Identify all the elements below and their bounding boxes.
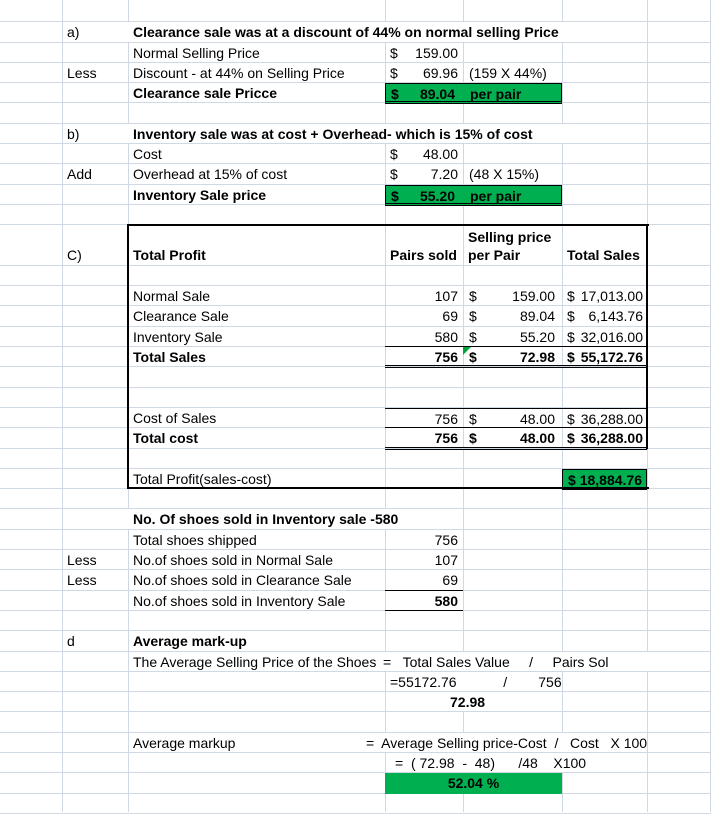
cell-value: 69.96	[422, 64, 458, 81]
markup-substitution[interactable]: = ( 72.98 - 48) /48 X100	[395, 753, 643, 772]
cell-flag-icon	[463, 347, 471, 355]
cell-C15[interactable]: Clearance Sale	[133, 308, 229, 325]
currency-symbol: $	[567, 288, 575, 305]
currency-symbol: $	[390, 146, 398, 163]
cell-E20[interactable]	[463, 408, 562, 428]
sheet-row	[0, 124, 711, 144]
table-header-pairs-sold[interactable]: Pairs sold	[390, 246, 457, 263]
cell-F17[interactable]	[562, 347, 647, 368]
cell-value: 55.20	[519, 328, 555, 345]
sheet-row	[0, 286, 711, 306]
cell-C16[interactable]: Inventory Sale	[133, 328, 223, 345]
cell-E21[interactable]	[463, 428, 562, 449]
sheet-row	[0, 205, 711, 225]
cell-value: 55.20	[419, 187, 455, 204]
sheet-row	[0, 367, 711, 387]
cell-value: 36,288.00	[580, 430, 643, 447]
currency-symbol: $	[568, 471, 576, 488]
cell-D26[interactable]: 756	[434, 531, 458, 548]
currency-symbol: $	[567, 328, 575, 345]
cell-C9[interactable]: Overhead at 15% of cost	[133, 166, 288, 183]
markup-formula[interactable]: = Average Selling price-Cost / Cost X 100	[366, 734, 648, 751]
sheet-row	[0, 266, 711, 286]
currency-symbol: $	[469, 410, 477, 427]
label-d[interactable]: d	[67, 633, 75, 650]
discount-cell[interactable]	[385, 63, 463, 82]
sheet-row	[0, 63, 711, 83]
cell-E16[interactable]	[463, 327, 562, 347]
currency-symbol: $	[567, 430, 575, 447]
currency-symbol: $	[390, 64, 398, 81]
cell-E17[interactable]	[463, 347, 562, 368]
cell-C32[interactable]: The Average Selling Price of the Shoes	[133, 653, 377, 670]
label-c[interactable]: C)	[67, 246, 82, 263]
cell-D16[interactable]: 580	[385, 327, 463, 347]
cell-C23[interactable]: Total Profit(sales-cost)	[133, 470, 272, 487]
sheet-row	[0, 773, 711, 793]
label-b[interactable]: b)	[67, 125, 80, 142]
avg-price-result[interactable]: 72.98	[445, 692, 505, 711]
sheet-row	[0, 449, 711, 469]
section-b-title[interactable]: Inventory sale was at cost + Overhead- which is 15% of cost	[128, 124, 647, 143]
avg-price-formula[interactable]: = Total Sales Value / Pairs Sol	[383, 652, 708, 671]
sheet-row	[0, 712, 711, 732]
currency-symbol: $	[469, 430, 477, 447]
normal-selling-price-cell[interactable]	[385, 43, 463, 62]
cell-value: 6,143.76	[588, 308, 643, 325]
cell-F20[interactable]	[562, 408, 647, 428]
sheet-row	[0, 43, 711, 63]
sheet-row	[0, 103, 711, 123]
inventory-sale-price-cell[interactable]	[385, 185, 562, 206]
section-a-title[interactable]: Clearance sale was at a discount of 44% on normal selling Price	[128, 22, 647, 41]
cell-F15[interactable]	[562, 306, 647, 325]
cell-B9[interactable]: Add	[67, 166, 92, 183]
cell-value: 72.98	[519, 349, 555, 366]
cell-D14[interactable]: 107	[434, 288, 458, 305]
cell-C3[interactable]: Normal Selling Price	[133, 44, 260, 61]
cell-value: per pair	[470, 187, 522, 204]
cell-value: 48.00	[519, 430, 555, 447]
cell-value: 18,884.76	[579, 471, 642, 488]
currency-symbol: $	[469, 328, 477, 345]
currency-symbol: $	[567, 410, 575, 427]
sheet-row	[0, 794, 711, 814]
currency-symbol: $	[391, 86, 399, 103]
sheet-row	[0, 347, 711, 367]
header-line: per Pair	[468, 246, 521, 263]
cell-B28[interactable]: Less	[67, 572, 97, 589]
sheet-row	[0, 144, 711, 164]
cell-F21[interactable]	[562, 428, 647, 449]
cell-C20[interactable]: Cost of Sales	[133, 409, 217, 426]
markup-result-cell[interactable]: 52.04 %	[385, 773, 562, 793]
cell-D20[interactable]: 756	[385, 408, 463, 428]
currency-symbol: $	[469, 288, 477, 305]
cell-B27[interactable]: Less	[67, 552, 97, 569]
cell-D15[interactable]: 69	[442, 308, 458, 325]
currency-symbol: $	[567, 349, 575, 366]
cell-value: per pair	[470, 86, 522, 103]
cell-D28[interactable]: 69	[385, 570, 463, 590]
table-border-left	[127, 224, 129, 489]
cell-C29[interactable]: No.of shoes sold in Inventory Sale	[133, 592, 346, 609]
cell-C36[interactable]: Average markup	[133, 734, 236, 751]
sheet-row	[0, 611, 711, 631]
cell-value: 55,172.76	[580, 349, 643, 366]
section-d-title[interactable]: Average mark-up	[133, 633, 247, 650]
cell-value: 159.00	[415, 44, 458, 61]
cell-value: 36,288.00	[580, 410, 643, 427]
sheet-row	[0, 570, 711, 590]
sheet-row	[0, 164, 711, 184]
cell-C17[interactable]: Total Sales	[133, 349, 206, 366]
overhead-note[interactable]: (48 X 15%)	[469, 166, 540, 183]
sheet-row	[0, 225, 711, 266]
cell-C21[interactable]: Total cost	[133, 430, 199, 447]
cell-C5[interactable]: Clearance sale Pricce	[133, 85, 277, 102]
cell-value: 17,013.00	[580, 288, 643, 305]
table-border-bottom	[127, 487, 649, 489]
currency-symbol: $	[390, 166, 398, 183]
sheet-row	[0, 388, 711, 408]
sheet-row	[0, 591, 711, 611]
sheet-row	[0, 327, 711, 347]
sheet-row	[0, 509, 711, 529]
table-border-right	[646, 224, 648, 449]
sheet-row	[0, 428, 711, 448]
cell-value: 32,016.00	[580, 328, 643, 345]
sheet-row	[0, 22, 711, 42]
sheet-row	[0, 306, 711, 326]
cell-B4[interactable]: Less	[67, 64, 97, 81]
table-border-top	[127, 224, 649, 226]
table-header-total-profit[interactable]: Total Profit	[133, 246, 206, 263]
cell-value: 48.00	[519, 410, 555, 427]
cell-value: 89.04	[519, 308, 555, 325]
cell-D17[interactable]: 756	[385, 347, 463, 368]
cell-D29[interactable]: 580	[385, 591, 463, 611]
cell-F14[interactable]	[562, 286, 647, 305]
sheet-row	[0, 672, 711, 692]
currency-symbol: $	[390, 44, 398, 61]
cell-E15[interactable]	[463, 306, 562, 325]
sheet-row	[0, 733, 711, 753]
sheet-row	[0, 550, 711, 570]
discount-note[interactable]: (159 X 44%)	[469, 64, 547, 81]
label-a[interactable]: a)	[67, 24, 80, 41]
cell-D21[interactable]: 756	[385, 428, 463, 449]
sheet-row	[0, 185, 711, 205]
cell-C4[interactable]: Discount - at 44% on Selling Price	[133, 64, 345, 81]
cost-cell[interactable]	[385, 144, 463, 163]
sheet-row	[0, 631, 711, 651]
clearance-sale-price-cell[interactable]	[385, 83, 562, 104]
cell-C8[interactable]: Cost	[133, 146, 162, 163]
cell-E14[interactable]	[463, 286, 562, 305]
shoes-section-title[interactable]: No. Of shoes sold in Inventory sale -580	[128, 509, 463, 528]
header-line: Selling price	[468, 228, 552, 245]
avg-price-substitution[interactable]: =55172.76 / 756	[390, 673, 562, 690]
cell-C14[interactable]: Normal Sale	[133, 288, 211, 305]
cell-D27[interactable]: 107	[434, 552, 458, 569]
overhead-cell[interactable]	[385, 164, 463, 183]
cell-C28[interactable]: No.of shoes sold in Clearance Sale	[133, 572, 352, 589]
sheet-row	[0, 692, 711, 712]
currency-symbol: $	[567, 308, 575, 325]
sheet-row	[0, 408, 711, 428]
currency-symbol: $	[469, 349, 477, 366]
currency-symbol: $	[391, 187, 399, 204]
sheet-row	[0, 83, 711, 103]
cell-value: 7.20	[430, 166, 458, 183]
table-header-total-sales[interactable]: Total Sales	[567, 246, 640, 263]
cell-F16[interactable]	[562, 327, 647, 347]
currency-symbol: $	[469, 308, 477, 325]
sheet-row	[0, 489, 711, 509]
cell-C26[interactable]: Total shoes shipped	[133, 531, 257, 548]
cell-C10[interactable]: Inventory Sale price	[133, 186, 267, 203]
cell-value: 89.04	[419, 86, 455, 103]
sheet-row	[0, 2, 711, 22]
cell-value: 48.00	[422, 146, 458, 163]
cell-value: 159.00	[512, 288, 555, 305]
sheet-row	[0, 530, 711, 550]
cell-C27[interactable]: No.of shoes sold in Normal Sale	[133, 552, 333, 569]
sheet-row	[0, 753, 711, 773]
sheet-row	[0, 469, 711, 489]
table-header-selling-price[interactable]	[463, 225, 562, 265]
sheet-row	[0, 652, 711, 672]
